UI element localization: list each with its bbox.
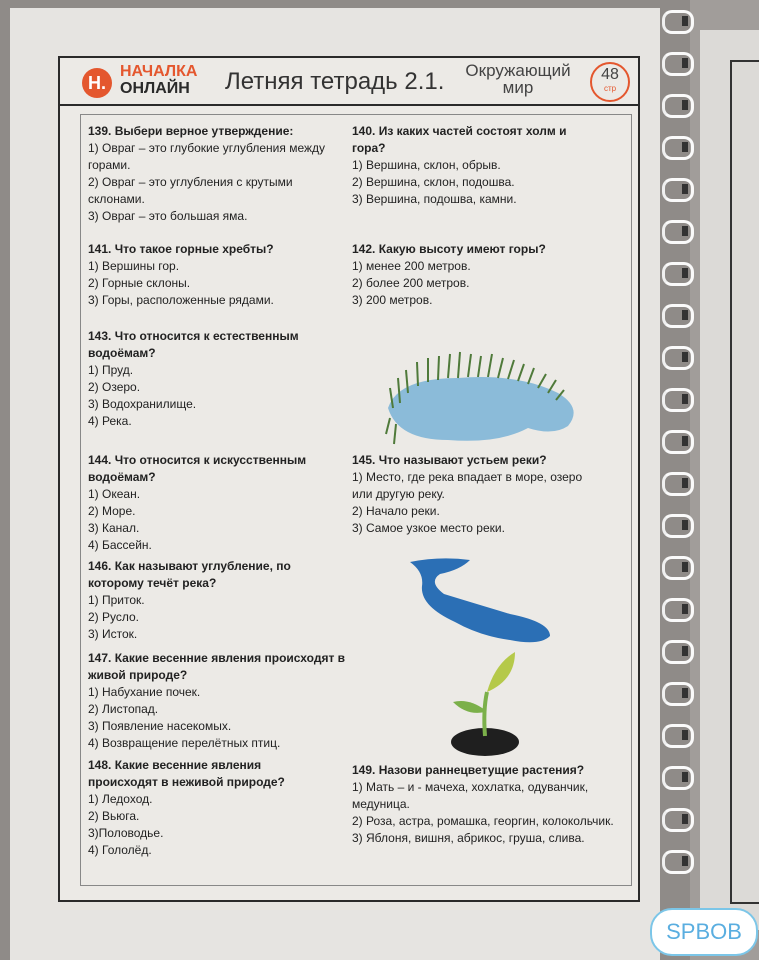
spiral-ring xyxy=(662,598,692,620)
answer-option: 3) Горы, расположенные рядами. xyxy=(88,293,274,307)
answer-option: 2) Вьюга. xyxy=(88,809,140,823)
next-page-frame xyxy=(730,60,759,904)
page-suffix: стр xyxy=(603,84,617,93)
logo-icon: Н. xyxy=(82,68,112,98)
answer-option: 1) Вершина, склон, обрыв. xyxy=(352,158,501,172)
answer-option: 1) Вершины гор. xyxy=(88,259,180,273)
question-142 xyxy=(352,241,592,309)
answer-option: 4) Гололёд. xyxy=(88,843,152,857)
page-header xyxy=(60,58,638,106)
question-149 xyxy=(352,762,617,847)
question-140 xyxy=(352,123,592,208)
question-title: 147. Какие весенние явления происходят в живой природе? xyxy=(88,651,346,682)
spiral-ring xyxy=(662,136,692,158)
question-145 xyxy=(352,452,602,537)
answer-option: 2) Роза, астра, ромашка, георгин, колокольчик. xyxy=(352,814,614,828)
answer-option: 1) менее 200 метров. xyxy=(352,259,471,273)
question-title: 148. Какие весенние явления происходят в неживой природе? xyxy=(88,758,285,789)
question-title: 146. Как называют углубление, по которому течёт река? xyxy=(88,559,291,590)
spiral-ring xyxy=(662,850,692,872)
answer-option: 3) Яблоня, вишня, абрикос, груша, слива. xyxy=(352,831,585,845)
answer-option: 3) Водохранилище. xyxy=(88,397,197,411)
answer-option: 2) Вершина, склон, подошва. xyxy=(352,175,515,189)
spiral-ring xyxy=(662,346,692,368)
spiral-ring xyxy=(662,388,692,410)
spiral-ring xyxy=(662,556,692,578)
answer-option: 1) Место, где река впадает в море, озеро или другую реку. xyxy=(352,470,583,501)
spiral-ring xyxy=(662,304,692,326)
answer-option: 3) Канал. xyxy=(88,521,140,535)
question-146 xyxy=(88,558,328,643)
page-number: 48 xyxy=(601,66,619,83)
spiral-ring xyxy=(662,178,692,200)
page-frame xyxy=(58,56,640,902)
question-148 xyxy=(88,757,328,859)
question-title: 145. Что называют устьем реки? xyxy=(352,453,547,467)
river-illustration xyxy=(400,556,560,651)
answer-option: 3)Половодье. xyxy=(88,826,164,840)
spiral-ring xyxy=(662,52,692,74)
question-title: 139. Выбери верное утверждение: xyxy=(88,124,294,138)
answer-option: 2) более 200 метров. xyxy=(352,276,470,290)
spiral-ring xyxy=(662,808,692,830)
logo-line1: НАЧАЛКА xyxy=(120,63,198,80)
page-title: Летняя тетрадь 2.1. xyxy=(225,68,445,95)
answer-option: 2) Озеро. xyxy=(88,380,141,394)
spiral-ring xyxy=(662,472,692,494)
answer-option: 2) Горные склоны. xyxy=(88,276,191,290)
answer-option: 1) Овраг – это глубокие углубления между горами. xyxy=(88,141,326,172)
answer-option: 3) Появление насекомых. xyxy=(88,719,232,733)
question-title: 149. Назови раннецветущие растения? xyxy=(352,763,585,777)
answer-option: 3) Исток. xyxy=(88,627,138,641)
spiral-ring xyxy=(662,640,692,662)
answer-option: 2) Море. xyxy=(88,504,136,518)
question-title: 144. Что относится к искусственным водоёмам? xyxy=(88,453,307,484)
spiral-ring xyxy=(662,220,692,242)
answer-option: 3) Овраг – это большая яма. xyxy=(88,209,248,223)
question-144 xyxy=(88,452,328,554)
spiral-ring xyxy=(662,766,692,788)
page-number-badge xyxy=(590,62,630,102)
answer-option: 3) Вершина, подошва, камни. xyxy=(352,192,517,206)
answer-option: 2) Овраг – это углубления с крутыми склонами. xyxy=(88,175,293,206)
answer-option: 1) Ледоход. xyxy=(88,792,153,806)
watermark: SPBOB xyxy=(650,908,758,956)
answer-option: 2) Русло. xyxy=(88,610,140,624)
spiral-ring xyxy=(662,10,692,32)
answer-option: 4) Река. xyxy=(88,414,132,428)
answer-option: 3) 200 метров. xyxy=(352,293,433,307)
spiral-ring xyxy=(662,682,692,704)
question-title: 141. Что такое горные хребты? xyxy=(88,242,274,256)
answer-option: 1) Пруд. xyxy=(88,363,134,377)
answer-option: 1) Набухание почек. xyxy=(88,685,201,699)
question-147 xyxy=(88,650,348,752)
logo xyxy=(120,63,197,97)
spiral-ring xyxy=(662,724,692,746)
spiral-ring xyxy=(662,94,692,116)
answer-option: 4) Возвращение перелётных птиц. xyxy=(88,736,281,750)
subject-label: Окружающий мир xyxy=(465,61,571,97)
spiral-ring xyxy=(662,262,692,284)
answer-option: 3) Самое узкое место реки. xyxy=(352,521,505,535)
answer-option: 4) Бассейн. xyxy=(88,538,152,552)
question-title: 142. Какую высоту имеют горы? xyxy=(352,242,546,256)
spiral-ring xyxy=(662,430,692,452)
question-141 xyxy=(88,241,343,309)
spiral-ring xyxy=(662,514,692,536)
question-143 xyxy=(88,328,318,430)
question-139 xyxy=(88,123,343,225)
pond-illustration xyxy=(378,348,588,458)
question-title: 140. Из каких частей состоят холм и гора? xyxy=(352,124,567,155)
answer-option: 2) Начало реки. xyxy=(352,504,440,518)
logo-line2: ОНЛАЙН xyxy=(120,80,190,97)
answer-option: 1) Приток. xyxy=(88,593,145,607)
answer-option: 1) Океан. xyxy=(88,487,141,501)
sprout-illustration xyxy=(445,650,525,758)
question-title: 143. Что относится к естественным водоёмам? xyxy=(88,329,299,360)
answer-option: 1) Мать – и - мачеха, хохлатка, одуванчик, медуница. xyxy=(352,780,589,811)
answer-option: 2) Листопад. xyxy=(88,702,159,716)
